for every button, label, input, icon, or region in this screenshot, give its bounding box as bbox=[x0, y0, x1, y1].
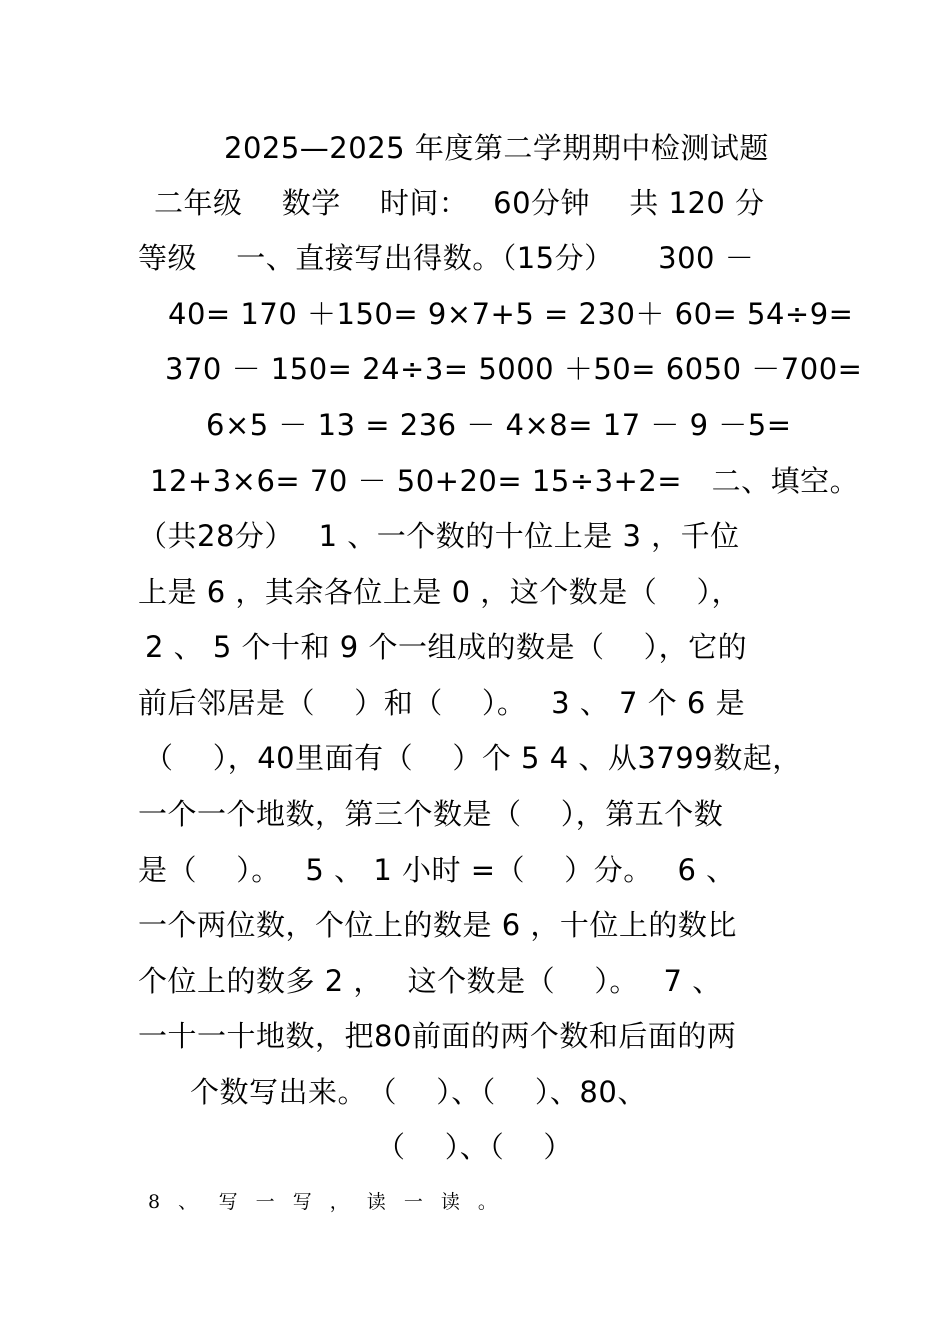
exam-title: 2025—2025 年度第二学期期中检测试题 bbox=[224, 131, 769, 165]
text-line: （ ），40里面有（ ）个 5 4 、从3799数起， bbox=[144, 741, 802, 775]
text-line: 6×5 － 13 = 236 － 4×8= 17 － 9 －5= bbox=[206, 408, 792, 442]
text-line: 2 、 5 个十和 9 个一组成的数是（ ），它的 bbox=[145, 630, 748, 664]
text-line: 等级 一、直接写出得数。（15分） 300 － bbox=[138, 241, 755, 275]
text-line: 是（ ）。 5 、 1 小时 =（ ）分。 6 、 bbox=[138, 853, 736, 887]
exam-subtitle: 二年级 数学 时间： 60分钟 共 120 分 bbox=[154, 186, 765, 220]
text-line: 个数写出来。 （ ）、（ ）、80、 bbox=[190, 1075, 647, 1109]
text-line: 一个两位数，个位上的数是 6 ，十位上的数比 bbox=[138, 908, 737, 942]
text-line: 上是 6 ，其余各位上是 0 ，这个数是（ ）， bbox=[138, 575, 741, 609]
footer-line: 8 、 写 一 写 ， 读 一 读 。 bbox=[148, 1191, 503, 1213]
text-line: （ ）、（ ） bbox=[376, 1130, 573, 1164]
text-line: 个位上的数多 2 ， 这个数是（ ）。 7 、 bbox=[138, 964, 722, 998]
text-line: （共28分） 1 、一个数的十位上是 3 ，千位 bbox=[138, 519, 740, 553]
text-line: 一个一个地数，第三个数是（ ），第五个数 bbox=[138, 797, 724, 831]
text-line: 12+3×6= 70 － 50+20= 15÷3+2= 二、填空。 bbox=[150, 464, 860, 498]
text-line: 370 － 150= 24÷3= 5000 ＋50= 6050 －700= bbox=[165, 352, 863, 386]
text-line: 40= 170 ＋150= 9×7+5 = 230＋ 60= 54÷9= bbox=[168, 297, 854, 331]
text-line: 一十一十地数，把80前面的两个数和后面的两 bbox=[138, 1019, 737, 1053]
text-line: 前后邻居是（ ）和（ ）。 3 、 7 个 6 是 bbox=[138, 686, 746, 720]
